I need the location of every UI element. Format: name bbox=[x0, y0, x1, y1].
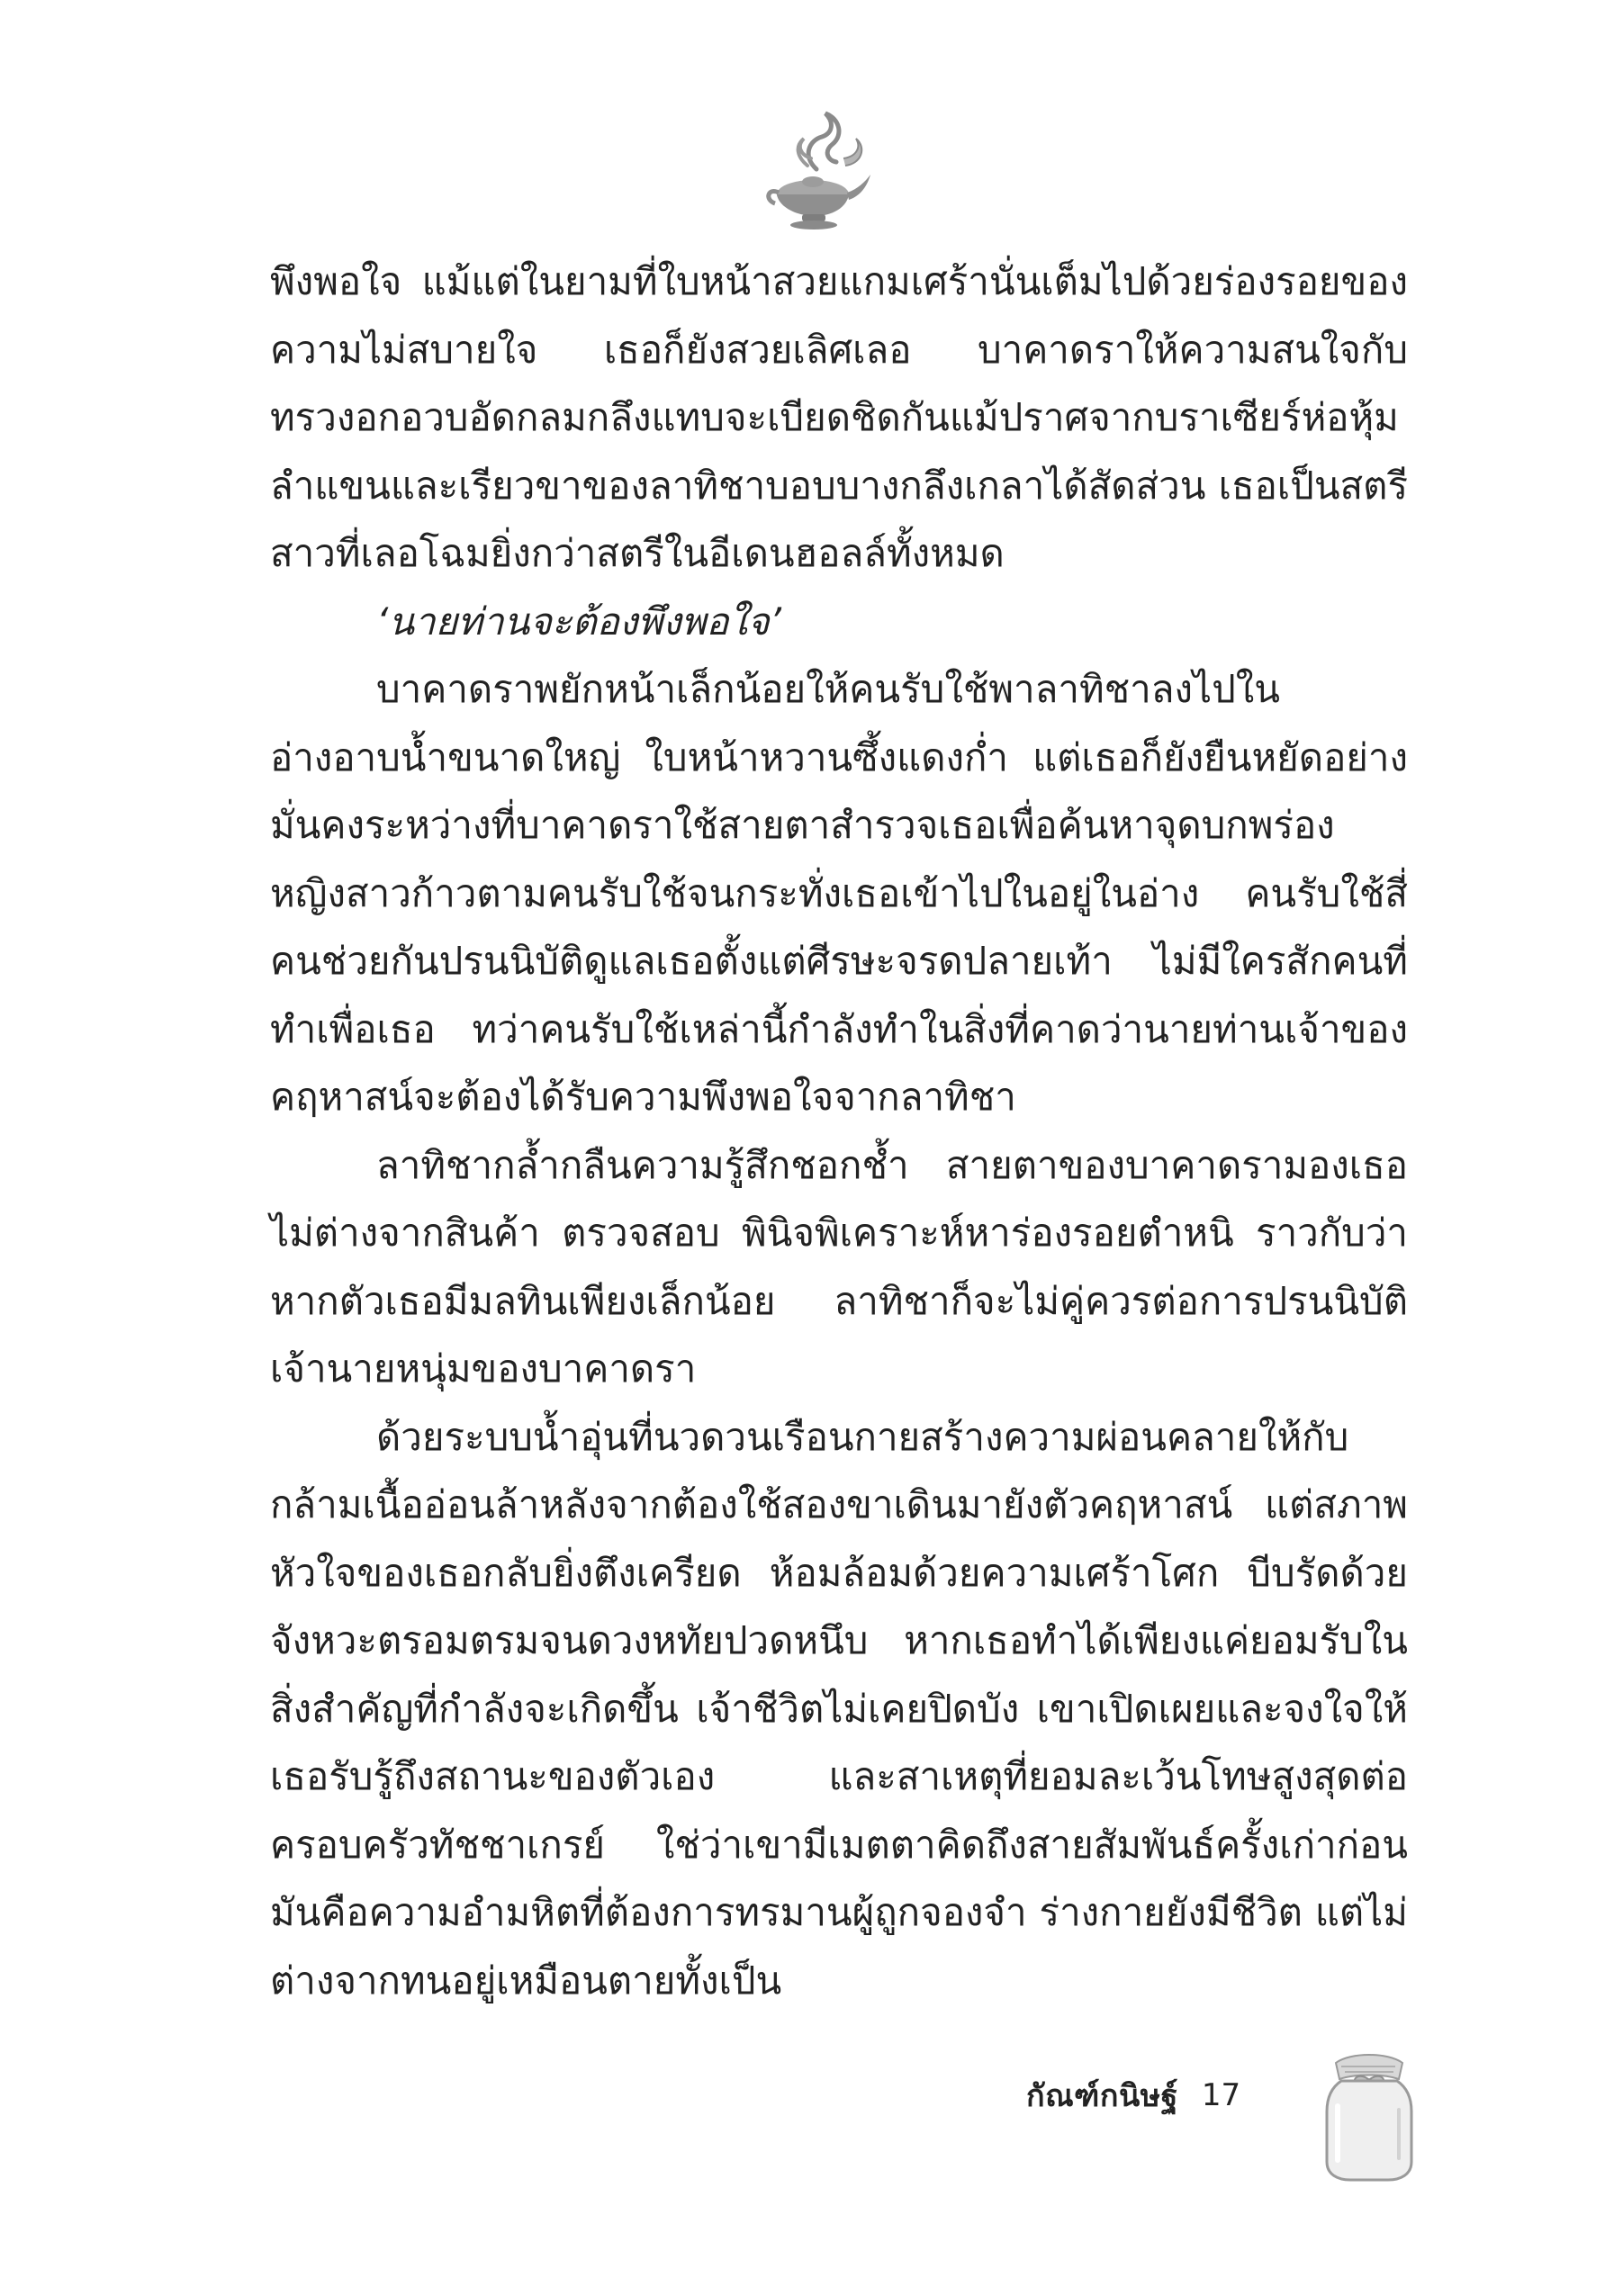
paragraph-3: บาคาดราพยักหน้าเล็กน้อยให้คนรับใช้พาลาทิชาลงไปในอ่างอาบน้ำขนาดใหญ่ ใบหน้าหวานซึ้งแดงก่ำ แต่เธอก็ยังยืนหยัดอย่างมั่นคงระหว่างที่บาคาดราใช้สายตาสำรวจเธอเพื่อค้นหาจุดบกพร่อง หญิงสาวก้าวตามคนรับใช้จนกระทั่งเธอเข้าไปในอยู่ในอ่าง คนรับใช้สี่คนช่วยกันปรนนิบัติดูแลเธอตั้งแต่ศีรษะจรดปลายเท้า ไม่มีใครสักคนที่ทำเพื่อเธอ ทว่าคนรับใช้เหล่านี้กำลังทำในสิ่งที่คาดว่านายท่านเจ้าของคฤหาสน์จะต้องได้รับความพึงพอใจจากลาทิชา bbox=[270, 667, 1408, 1119]
glass-jar-icon bbox=[1305, 2043, 1431, 2187]
book-title: กัณฑ์กนิษฐ์ bbox=[1026, 2078, 1178, 2114]
paragraph-4: ลาทิชากล้ำกลืนความรู้สึกชอกช้ำ สายตาของบาคาดรามองเธอไม่ต่างจากสินค้า ตรวจสอบ พินิจพิเคราะห์หาร่องรอยตำหนิ ราวกับว่าหากตัวเธอมีมลทินเพียงเล็กน้อย ลาทิชาก็จะไม่คู่ควรต่อการปรนนิบัติเจ้านายหนุ่มของบาคาดรา bbox=[270, 1142, 1408, 1391]
page-number: 17 bbox=[1201, 2077, 1241, 2113]
paragraph-1: พึงพอใจ แม้แต่ในยามที่ใบหน้าสวยแกมเศร้านั่นเต็มไปด้วยร่องรอยของความไม่สบายใจ เธอก็ยังสวยเลิศเลอ บาคาดราให้ความสนใจกับทรวงอกอวบอัดกลมกลึงแทบจะเบียดชิดกันแม้ปราศจากบราเซียร์ห่อหุ้ม ลำแขนและเรียวขาของลาทิชาบอบบางกลึงเกลาได้สัดส่วน เธอเป็นสตรีสาวที่เลอโฉมยิ่งกว่าสตรีในอีเดนฮอลล์ทั้งหมด bbox=[270, 259, 1408, 575]
story-text bbox=[270, 248, 1408, 2014]
genie-lamp-icon bbox=[757, 106, 874, 232]
paragraph-2-thought: ‘นายท่านจะต้องพึงพอใจ’ bbox=[376, 599, 781, 644]
page-footer bbox=[1026, 2068, 1240, 2122]
paragraph-5: ด้วยระบบน้ำอุ่นที่นวดวนเรือนกายสร้างความผ่อนคลายให้กับกล้ามเนื้ออ่อนล้าหลังจากต้องใช้สองขาเดินมายังตัวคฤหาสน์ แต่สภาพหัวใจของเธอกลับยิ่งตึงเครียด ห้อมล้อมด้วยความเศร้าโศก บีบรัดด้วยจังหวะตรอมตรมจนดวงหทัยปวดหนึบ หากเธอทำได้เพียงแค่ยอมรับในสิ่งสำคัญที่กำลังจะเกิดขึ้น เจ้าชีวิตไม่เคยปิดบัง เขาเปิดเผยและจงใจให้เธอรับรู้ถึงสถานะของตัวเอง และสาเหตุที่ยอมละเว้นโทษสูงสุดต่อครอบครัวทัชชาเกรย์ ใช่ว่าเขามีเมตตาคิดถึงสายสัมพันธ์ครั้งเก่าก่อน มันคือความอำมหิตที่ต้องการทรมานผู้ถูกจองจำ ร่างกายยังมีชีวิต แต่ไม่ต่างจากทนอยู่เหมือนตายทั้งเป็น bbox=[270, 1414, 1408, 2003]
